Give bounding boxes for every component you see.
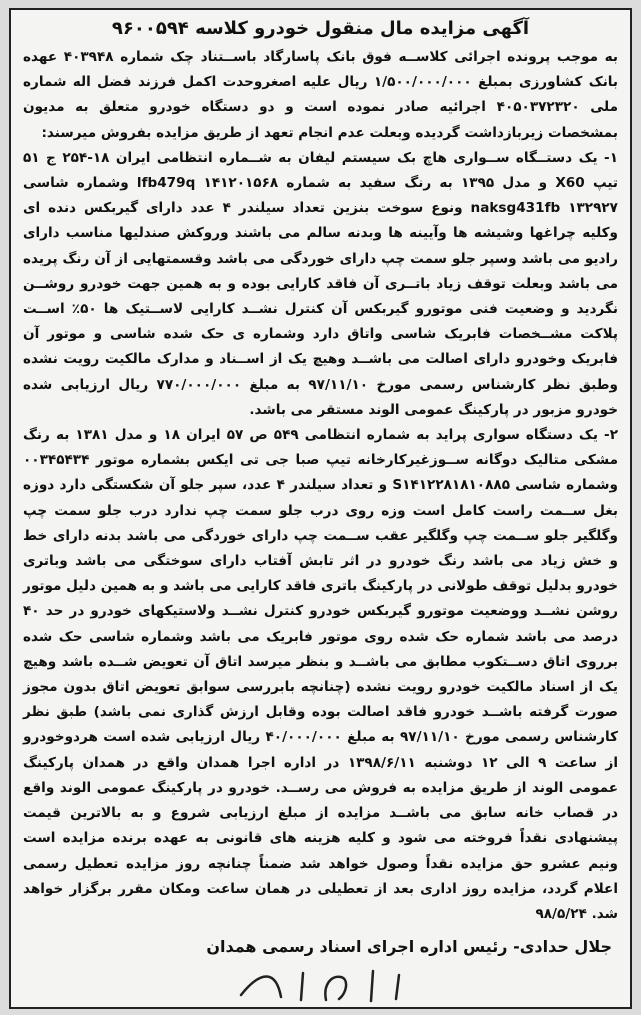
notice-body bbox=[23, 45, 618, 927]
handwritten-mark-icon bbox=[231, 965, 421, 1005]
notice-title: آگهی مزایده مال منقول خودرو کلاسه ۹۶۰۰۵۹۴ bbox=[111, 18, 530, 39]
notice-paragraph-intro: به موجب پرونده اجرائی کلاســه فوق بانک پاسارگاد باســتناد چک شماره ۴۰۳۹۴۸ عهده بانک کشاورزی بمبلغ ۱/۵۰۰/۰۰۰/۰۰۰ ریال علیه اصغروحدت اکمل فرزند فضل اله شماره ملی ۴۰۵۰۳۷۲۳۲۰ اجرائیه صادر نموده است و دو دستگاه خودرو متعلق به مدیون بمشخصات زیربازداشت گردیده وبعلت عدم انجام تعهد از طریق مزایده بفروش میرسند: bbox=[23, 49, 619, 141]
notice-frame bbox=[9, 8, 632, 1009]
notice-paragraph-vehicle-1: ۱- یک دستــگاه ســواری هاچ بک سیستم لیفان به شــماره انتظامی ایران ۱۸-۲۵۴ ج ۵۱ تیپ X60 و مدل ۱۳۹۵ به رنگ سفید به شماره lfb479q ۱۴۱۲۰۱۵۶۸ وشماره شاسی naksg431fb ۱۳۲۹۲۷ ونوع سوخت بنزین تعداد سیلندر ۴ عدد دارای گیربکس دنده ای وکلیه چراغها وشیشه ها وآیینه ها وبدنه سالم می باشند وروکش صندلیها مناسب دارای رادیو می باشد وسپر جلو سمت چپ دارای خوردگی می باشد وقسمتهایی از آن رنگ پریده می باشد وبعلت توقف زیاد باتــری آن فاقد کارایی بوده و به همین جهت خودرو روشــن نگردید و وضعیت فنی موتورو گیربکس آن کنترل نشــد کارایی لاســتیک ها ۵۰٪ اســت پلاکت مشــخصات فابریک شاسی واتاق دارد وشماره ی حک شده شاسی و موتور آن فابریک وخودرو دارای اصالت می باشــد وهیچ یک از اســناد و مدارک مالکیت رویت نشده وطبق نظر کارشناس رسمی مورخ ۹۷/۱۱/۱۰ به مبلغ ۷۷۰/۰۰۰/۰۰۰ ریال ارزیابی شده خودرو مزبور در پارکینگ عمومی الوند مستقر می باشد. bbox=[23, 149, 618, 418]
notice-signature: جلال حدادی- رئیس اداره اجرای اسناد رسمی همدان bbox=[206, 937, 612, 957]
notice-paragraph-vehicle-2: ۲- یک دستگاه سواری پراید به شماره انتظامی ۵۴۹ ص ۵۷ ایران ۱۸ و مدل ۱۳۸۱ به رنگ مشکی متالیک دوگانه ســوزغیرکارخانه تیپ صبا جی تی ایکس بشماره موتور ۰۰۳۴۵۴۳۴ وشماره شاسی S۱۴۱۲۲۸۱۸۱۰۸۸۵ و تعداد سیلندر ۴ عدد، سپر جلو آن شکستگی دارد دوزه بغل ســمت راست کامل است وزه روی درب جلو سمت چپ ندارد درب جلو سمت چپ وگلگیر جلو ســمت چپ وگلگیر عقب ســمت چپ دارای خوردگی می باشد بدنه دارای خط و خش زیاد می باشد رنگ خودرو در اثر تابش آفتاب دارای سوختگی می باشد وباتری خودرو بدلیل توقف طولانی در پارکینگ باتری فاقد کارایی می باشد و به همین دلیل موتور روشن نشــد ووضعیت موتورو گیربکس خودرو کنترل نشــد ولاستیکهای خودرو در حد ۴۰ درصد می باشد شماره حک شده روی موتور فابریک می باشد وشماره شاسی حک شده برروی اتاق دســتکوب مطابق می باشــد و بنظر میرسد اتاق آن تعویض شــده باشد وهیچ یک از اسناد مالکیت خودرو رویت نشده (چنانچه بابررسی سوابق تعویض اتاق بدون مجوز صورت گرفته باشــد خودرو فاقد اصالت بوده وقابل ارزش گذاری نمی باشد) طبق نظر کارشناس رسمی مورخ ۹۷/۱۱/۱۰ به مبلغ ۴۰/۰۰۰/۰۰۰ ریال ارزیابی شده است هردوخودرو از ساعت ۹ الی ۱۲ دوشنبه ۱۳۹۸/۶/۱۱ در اداره اجرا همدان واقع در همدان پارکینگ عمومی الوند از طریق مزایده به فروش می رســد. خودرو در پارکینگ عمومی الوند واقع در قصاب خانه سابق می باشــد مزایده از مبلغ ارزیابی شروع و به بالاترین قیمت پیشنهادی نقداً فروخته می شود و کلیه هزینه های قانونی به عهده برنده مزایده است ونیم عشرو حق مزایده نقداً وصول خواهد شد ضمناً چنانچه روز مزایده تعطیل رسمی اعلام گردد، مزایده روز اداری بعد از تعطیلی در همان ساعت ومکان مقرر برگزار خواهد شد. ۹۸/۵/۲۴ bbox=[23, 427, 618, 922]
